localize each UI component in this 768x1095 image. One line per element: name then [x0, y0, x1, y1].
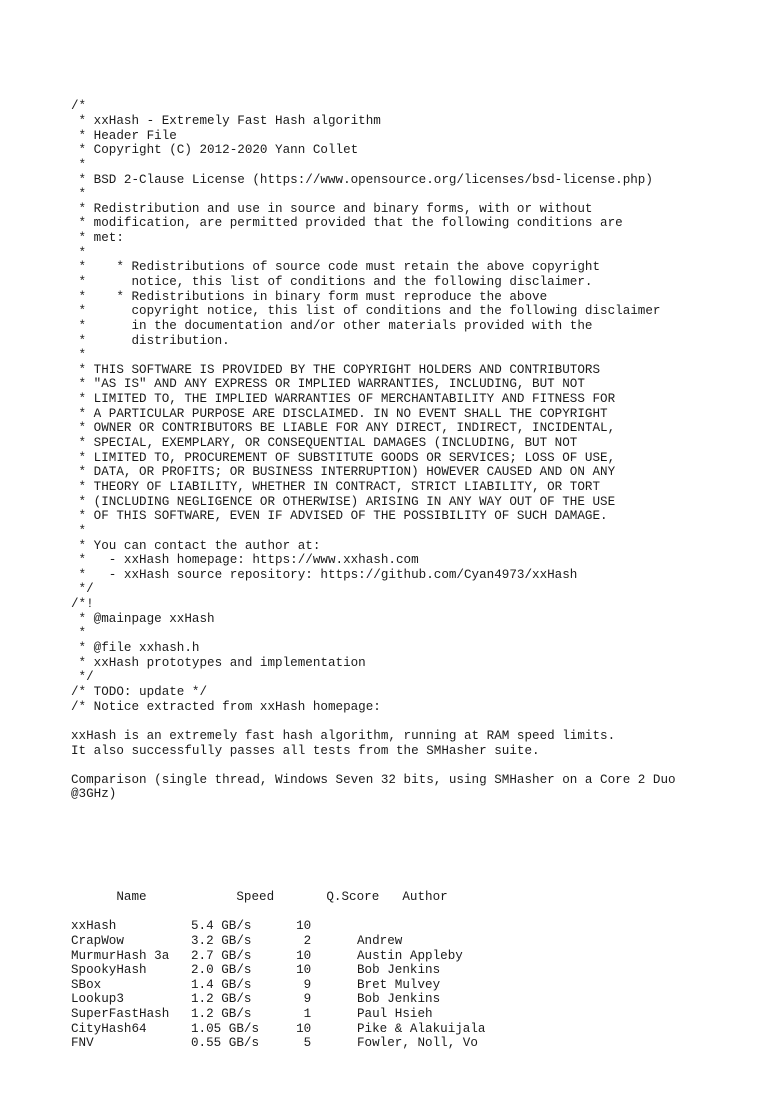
text-line: */ — [71, 670, 94, 685]
text-line: * - xxHash source repository: https://github.com/Cyan4973/xxHash — [71, 567, 578, 582]
text-line: * "AS IS" AND ANY EXPRESS OR IMPLIED WARRANTIES, INCLUDING, BUT NOT — [71, 377, 585, 392]
text-line: * xxHash - Extremely Fast Hash algorithm — [71, 113, 381, 128]
cell-qscore: 9 — [281, 992, 312, 1007]
cell-author: Bob Jenkins — [357, 992, 441, 1007]
cell-qscore: 10 — [281, 1021, 312, 1036]
cell-name: CrapWow — [71, 933, 124, 948]
cell-name: SpookyHash — [71, 963, 147, 978]
text-line: * @file xxhash.h — [71, 641, 200, 656]
text-line: /* — [71, 99, 87, 114]
cell-author: Bret Mulvey — [357, 977, 441, 992]
table-row — [71, 934, 751, 949]
cell-name: xxHash — [71, 919, 117, 934]
text-line: * LIMITED TO, PROCUREMENT OF SUBSTITUTE GOODS OR SERVICES; LOSS OF USE, — [71, 450, 616, 465]
cell-speed: 1.05 GB/s — [191, 1021, 260, 1036]
table-row — [71, 1007, 751, 1022]
hash-comparison-table — [71, 846, 751, 1080]
text-line: /*! — [71, 597, 94, 612]
text-line: @3GHz) — [71, 787, 117, 802]
cell-qscore: 5 — [281, 1036, 312, 1051]
column-header-qscore: Q.Score — [326, 889, 380, 904]
cell-name: CityHash64 — [71, 1021, 147, 1036]
text-line: xxHash is an extremely fast hash algorithm, running at RAM speed limits. — [71, 728, 616, 743]
text-line: /* Notice extracted from xxHash homepage: — [71, 699, 381, 714]
text-line: * THIS SOFTWARE IS PROVIDED BY THE COPYRIGHT HOLDERS AND CONTRIBUTORS — [71, 362, 601, 377]
cell-speed: 2.7 GB/s — [191, 948, 252, 963]
text-line: * SPECIAL, EXEMPLARY, OR CONSEQUENTIAL DAMAGES (INCLUDING, BUT NOT — [71, 436, 578, 451]
source-comment-block — [71, 99, 751, 816]
cell-speed: 2.0 GB/s — [191, 963, 252, 978]
text-line: It also successfully passes all tests from the SMHasher suite. — [71, 743, 540, 758]
text-line — [71, 758, 751, 773]
text-line: * copyright notice, this list of conditions and the following disclaimer — [71, 304, 661, 319]
text-line: * met: — [71, 231, 124, 246]
cell-author: Pike & Alakuijala — [357, 1021, 486, 1036]
table-row — [71, 978, 751, 993]
text-line: * — [71, 187, 87, 202]
cell-qscore: 10 — [281, 963, 312, 978]
cell-speed: 1.4 GB/s — [191, 977, 252, 992]
text-line: * Redistribution and use in source and binary forms, with or without — [71, 201, 593, 216]
text-line: * — [71, 245, 87, 260]
cell-speed: 3.2 GB/s — [191, 933, 252, 948]
text-line: * distribution. — [71, 333, 230, 348]
text-line: * in the documentation and/or other materials provided with the — [71, 318, 593, 333]
table-row — [71, 992, 751, 1007]
table-row — [71, 919, 751, 934]
table-header-row — [71, 875, 751, 904]
cell-qscore: 1 — [281, 1007, 312, 1022]
column-header-name: Name — [116, 889, 147, 904]
text-line: * Header File — [71, 128, 177, 143]
text-line: * BSD 2-Clause License (https://www.opensource.org/licenses/bsd-license.php) — [71, 172, 653, 187]
text-line: * - xxHash homepage: https://www.xxhash.com — [71, 553, 419, 568]
text-line: * THEORY OF LIABILITY, WHETHER IN CONTRACT, STRICT LIABILITY, OR TORT — [71, 479, 601, 494]
cell-name: SBox — [71, 977, 102, 992]
text-line: * Copyright (C) 2012-2020 Yann Collet — [71, 143, 359, 158]
text-line: * — [71, 523, 87, 538]
text-line: * — [71, 157, 87, 172]
cell-author: Fowler, Noll, Vo — [357, 1036, 478, 1051]
table-row — [71, 1036, 751, 1051]
column-header-author: Author — [402, 889, 448, 904]
text-line: * LIMITED TO, THE IMPLIED WARRANTIES OF MERCHANTABILITY AND FITNESS FOR — [71, 392, 616, 407]
table-row — [71, 949, 751, 964]
text-line — [71, 802, 751, 817]
text-line: * * Redistributions of source code must retain the above copyright — [71, 260, 601, 275]
text-line: * modification, are permitted provided that the following conditions are — [71, 216, 623, 231]
cell-qscore: 9 — [281, 977, 312, 992]
cell-author: Andrew — [357, 933, 403, 948]
table-body — [71, 919, 751, 1051]
cell-name: SuperFastHash — [71, 1007, 170, 1022]
text-line — [71, 714, 751, 729]
cell-speed: 0.55 GB/s — [191, 1036, 260, 1051]
text-line: * notice, this list of conditions and the following disclaimer. — [71, 275, 593, 289]
text-line: * — [71, 626, 87, 641]
cell-speed: 5.4 GB/s — [191, 919, 252, 934]
text-line: */ — [71, 582, 94, 597]
text-line: * A PARTICULAR PURPOSE ARE DISCLAIMED. IN NO EVENT SHALL THE COPYRIGHT — [71, 406, 608, 421]
text-line: * You can contact the author at: — [71, 538, 321, 553]
text-line: * xxHash prototypes and implementation — [71, 655, 366, 670]
cell-qscore: 10 — [281, 919, 312, 934]
cell-speed: 1.2 GB/s — [191, 1007, 252, 1022]
cell-qscore: 2 — [281, 933, 312, 948]
cell-author: Bob Jenkins — [357, 963, 441, 978]
cell-name: Lookup3 — [71, 992, 124, 1007]
cell-author: Austin Appleby — [357, 948, 463, 963]
cell-qscore: 10 — [281, 948, 312, 963]
cell-name: MurmurHash 3a — [71, 948, 170, 963]
text-line: * — [71, 348, 87, 363]
text-line: * @mainpage xxHash — [71, 611, 215, 626]
table-row — [71, 963, 751, 978]
text-line: /* TODO: update */ — [71, 684, 208, 699]
document-page — [71, 70, 751, 1095]
column-header-speed: Speed — [236, 889, 275, 904]
text-line: Comparison (single thread, Windows Seven 32 bits, using SMHasher on a Core 2 Duo — [71, 772, 676, 787]
cell-author: Paul Hsieh — [357, 1007, 433, 1022]
text-line: * DATA, OR PROFITS; OR BUSINESS INTERRUPTION) HOWEVER CAUSED AND ON ANY — [71, 465, 616, 480]
text-line: * * Redistributions in binary form must reproduce the above — [71, 289, 548, 304]
cell-speed: 1.2 GB/s — [191, 992, 252, 1007]
cell-name: FNV — [71, 1036, 94, 1051]
text-line: * OWNER OR CONTRIBUTORS BE LIABLE FOR ANY DIRECT, INDIRECT, INCIDENTAL, — [71, 421, 616, 436]
text-line: * OF THIS SOFTWARE, EVEN IF ADVISED OF THE POSSIBILITY OF SUCH DAMAGE. — [71, 509, 608, 524]
text-line: * (INCLUDING NEGLIGENCE OR OTHERWISE) ARISING IN ANY WAY OUT OF THE USE — [71, 494, 616, 509]
